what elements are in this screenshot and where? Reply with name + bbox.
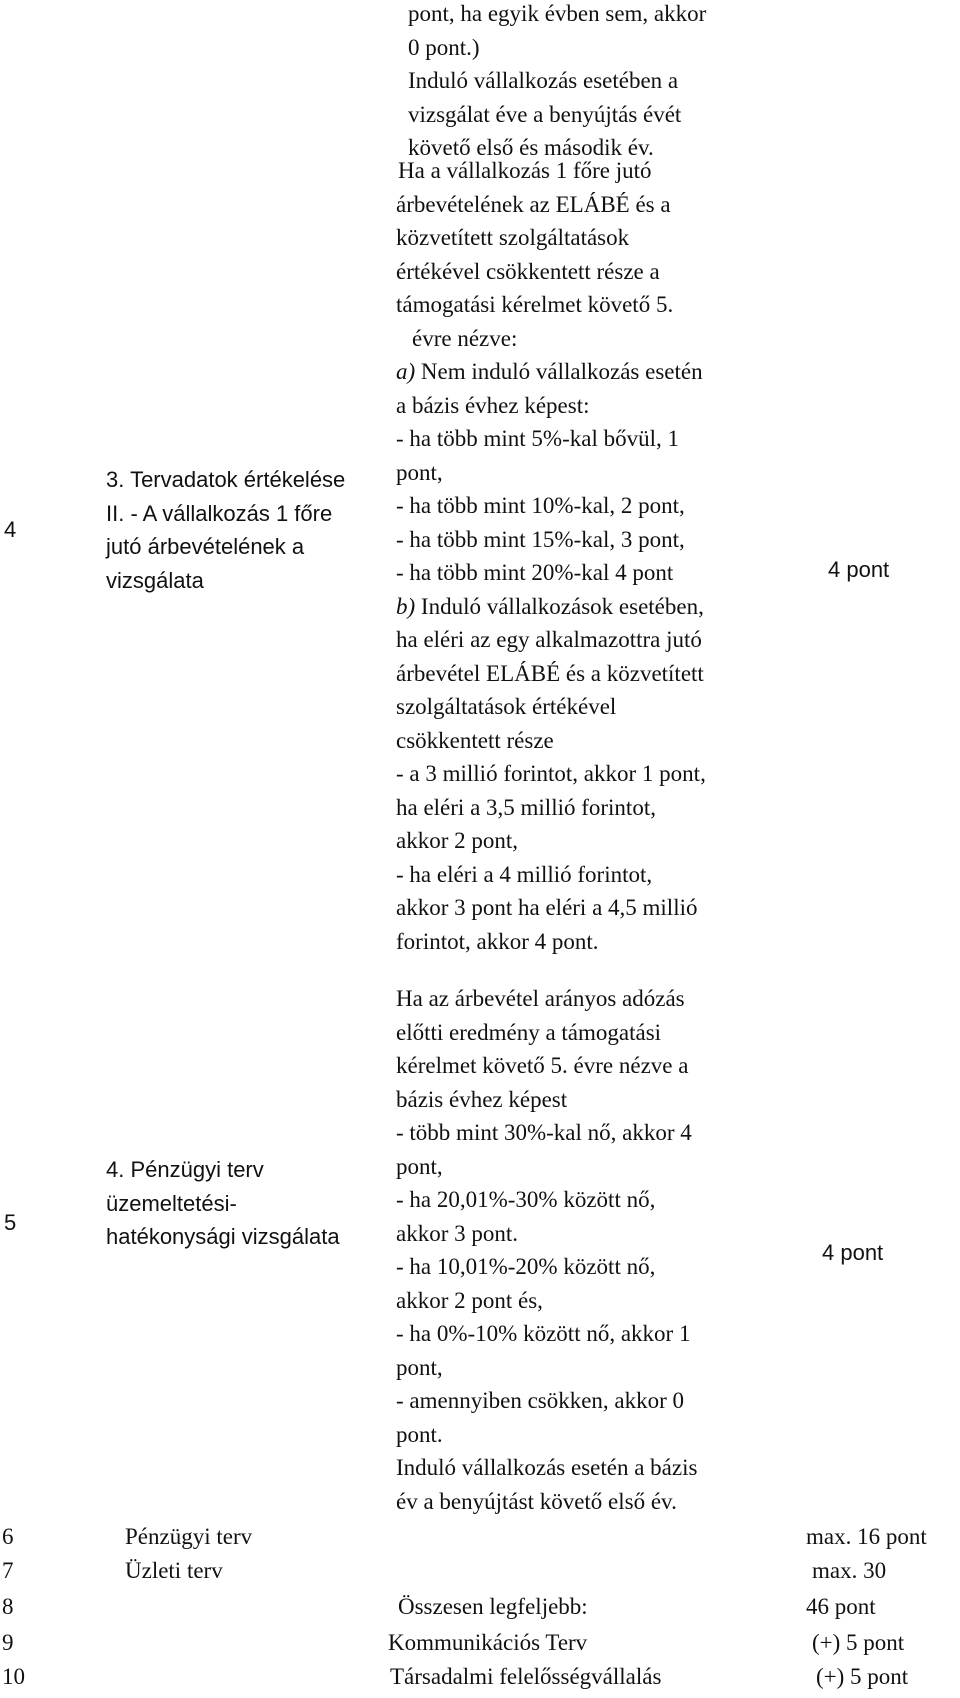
criteria-line: értékével csökkentett része a <box>396 258 660 284</box>
list-marker: b) <box>396 593 416 619</box>
criteria-line: közvetített szolgáltatások <box>396 225 630 250</box>
criteria-line: Ha az árbevétel arányos adózás <box>396 986 685 1011</box>
criteria-line: - ha több mint 10%-kal, 2 pont, <box>396 493 685 518</box>
criteria-line: akkor 2 pont és, <box>396 1287 543 1313</box>
criteria-line: akkor 3 pont ha eléri a 4,5 millió <box>396 895 698 920</box>
criteria-line: támogatási kérelmet követő 5. <box>396 292 674 317</box>
criteria-line: szolgáltatások értékével <box>396 694 617 719</box>
row-label: Összesen legfeljebb: <box>398 1594 588 1619</box>
row-label-line: vizsgálata <box>106 567 204 593</box>
criteria-line: vizsgálat éve a benyújtás évét <box>408 101 682 127</box>
criteria-line: pont, <box>396 459 443 485</box>
list-marker: a) <box>396 359 416 384</box>
row-label: Üzleti terv <box>125 1558 223 1583</box>
criteria-line: ha eléri az egy alkalmazottra jutó <box>396 627 702 652</box>
criteria-row-5 <box>396 982 697 1518</box>
criteria-line: - ha 10,01%-20% között nő, <box>396 1254 656 1279</box>
criteria-line: Induló vállalkozás esetén a bázis <box>396 1455 698 1480</box>
row-number: 7 <box>2 1558 14 1583</box>
row-points: 4 pont <box>828 557 890 582</box>
row-label: Kommunikációs Terv <box>388 1630 588 1655</box>
criteria-line: akkor 3 pont. <box>396 1220 519 1246</box>
criteria-row-4 <box>396 154 706 958</box>
criteria-line: - amennyiben csökken, akkor 0 <box>396 1388 685 1413</box>
criteria-continuation <box>408 0 706 165</box>
criteria-line: évre nézve: <box>412 325 518 351</box>
row-label-line: II. - A vállalkozás 1 főre <box>106 500 333 526</box>
row-number: 8 <box>2 1594 14 1619</box>
row-label-line: üzemeltetési- <box>106 1190 237 1216</box>
criteria-line: árbevételének az ELÁBÉ és a <box>396 191 671 217</box>
criteria-line: Induló vállalkozás esetében a <box>408 68 679 93</box>
row-label-line: 3. Tervadatok értékelése <box>106 467 346 492</box>
row-label <box>106 463 345 597</box>
criteria-line: 0 pont.) <box>408 34 480 60</box>
criteria-line: pont, ha egyik évben sem, akkor <box>408 1 707 26</box>
row-label <box>106 1153 340 1254</box>
row-label-line: hatékonysági vizsgálata <box>106 1224 340 1249</box>
criteria-line: a) Nem induló vállalkozás esetén <box>396 359 703 384</box>
criteria-line: csökkentett része <box>396 727 554 753</box>
criteria-line: forintot, akkor 4 pont. <box>396 928 599 954</box>
row-number: 5 <box>4 1210 17 1235</box>
criteria-line: akkor 2 pont, <box>396 828 519 853</box>
row-points: (+) 5 pont <box>816 1664 909 1689</box>
criteria-line: ha eléri a 3,5 millió forintot, <box>396 794 656 820</box>
criteria-line: - ha 20,01%-30% között nő, <box>396 1187 656 1212</box>
criteria-line: - ha 0%-10% között nő, akkor 1 <box>396 1321 691 1346</box>
row-points: 4 pont <box>822 1240 884 1265</box>
row-number: 6 <box>2 1524 14 1549</box>
row-points: max. 16 pont <box>806 1524 927 1549</box>
criteria-line: árbevétel ELÁBÉ és a közvetített <box>396 660 704 686</box>
row-number: 9 <box>2 1630 14 1655</box>
row-points: max. 30 <box>812 1558 887 1583</box>
criteria-line: követő első és második év. <box>408 135 654 160</box>
row-label: Társadalmi felelősségvállalás <box>390 1664 662 1689</box>
criteria-line: előtti eredmény a támogatási <box>396 1019 662 1045</box>
criteria-line: b) Induló vállalkozások esetében, <box>396 593 704 619</box>
row-label-line: jutó árbevételének a <box>106 534 305 559</box>
criteria-line: pont. <box>396 1421 443 1447</box>
criteria-line: - ha több mint 20%-kal 4 pont <box>396 560 674 585</box>
row-label-line: 4. Pénzügyi terv <box>106 1157 264 1182</box>
criteria-line: pont, <box>396 1153 443 1179</box>
criteria-line: bázis évhez képest <box>396 1086 568 1112</box>
row-number: 4 <box>4 517 17 542</box>
criteria-line: - több mint 30%-kal nő, akkor 4 <box>396 1120 692 1145</box>
row-number: 10 <box>2 1664 25 1689</box>
criteria-line: - ha eléri a 4 millió forintot, <box>396 861 653 887</box>
row-label: Pénzügyi terv <box>125 1524 253 1549</box>
criteria-line: - a 3 millió forintot, akkor 1 pont, <box>396 761 706 786</box>
criteria-line: Ha a vállalkozás 1 főre jutó <box>398 158 652 183</box>
criteria-line: év a benyújtást követő első év. <box>396 1488 677 1514</box>
criteria-line: - ha több mint 5%-kal bővül, 1 <box>396 426 679 451</box>
criteria-line: kérelmet követő 5. évre nézve a <box>396 1053 689 1078</box>
criteria-line: a bázis évhez képest: <box>396 392 590 418</box>
row-points: (+) 5 pont <box>812 1630 905 1655</box>
criteria-line: pont, <box>396 1354 443 1380</box>
row-points: 46 pont <box>806 1594 876 1619</box>
criteria-line: - ha több mint 15%-kal, 3 pont, <box>396 526 685 552</box>
